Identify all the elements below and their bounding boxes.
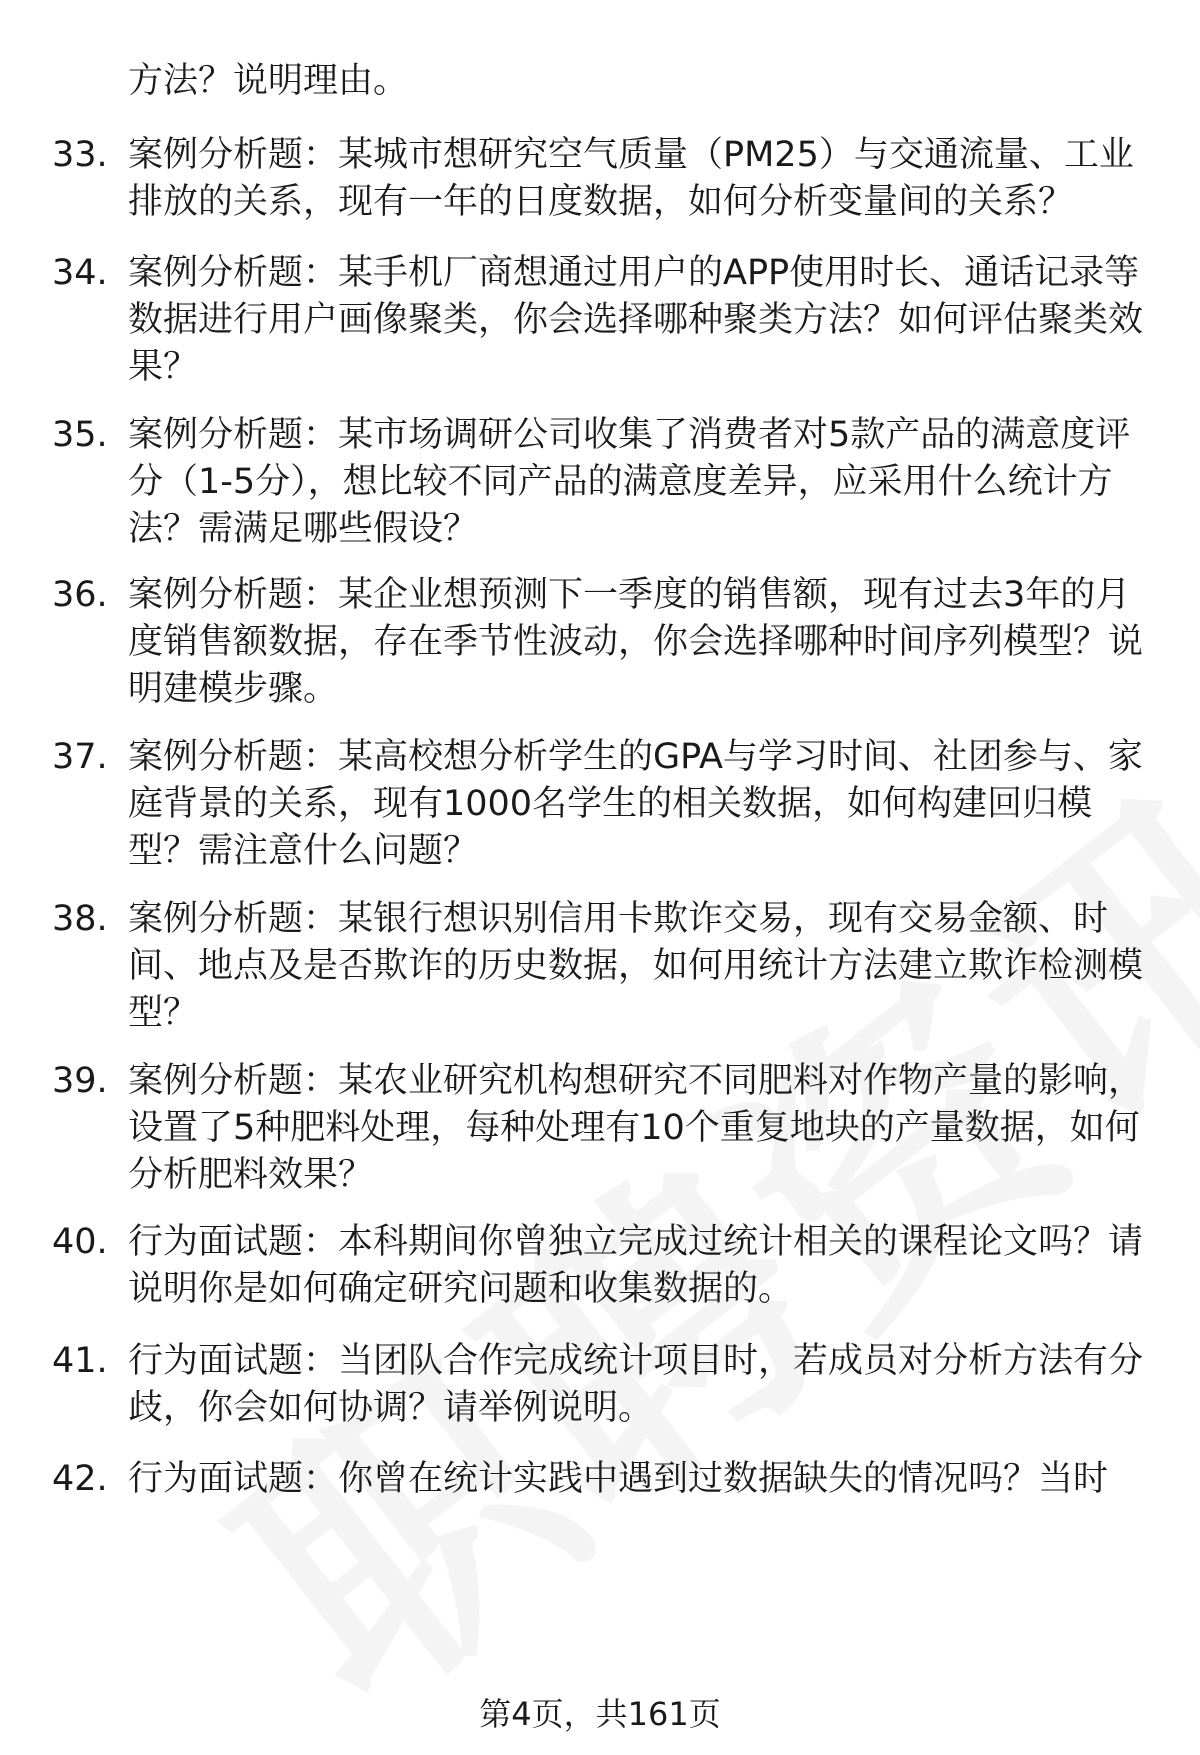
question-text: 案例分析题：某高校想分析学生的GPA与学习时间、社团参与、家庭背景的关系，现有1000名学生的相关数据，如何构建回归模型？需注意什么问题？: [128, 737, 1143, 871]
question-number: 39.: [52, 1061, 108, 1101]
question-text: 案例分析题：某市场调研公司收集了消费者对5款产品的满意度评分（1-5分），想比较不同产品的满意度差异，应采用什么统计方法？需满足哪些假设？: [128, 415, 1131, 549]
question-number: 34.: [52, 253, 108, 293]
question-text: 案例分析题：某银行想识别信用卡欺诈交易，现有交易金额、时间、地点及是否欺诈的历史数据，如何用统计方法建立欺诈检测模型？: [128, 899, 1144, 1033]
question-text: 案例分析题：某手机厂商想通过用户的APP使用时长、通话记录等数据进行用户画像聚类，你会选择哪种聚类方法？如何评估聚类效果？: [128, 253, 1144, 387]
question-number: 41.: [52, 1341, 108, 1381]
question-text: 行为面试题：你曾在统计实践中遇到过数据缺失的情况吗？当时: [128, 1459, 1109, 1499]
page-footer: 第4页，共161页: [479, 1695, 721, 1733]
question-number: 38.: [52, 899, 108, 939]
question-text: 案例分析题：某企业想预测下一季度的销售额，现有过去3年的月度销售额数据，存在季节性波动，你会选择哪种时间序列模型？说明建模步骤。: [128, 575, 1144, 709]
continued-text: 方法？说明理由。: [128, 61, 409, 101]
question-number: 40.: [52, 1222, 108, 1262]
question-number: 42.: [52, 1459, 108, 1499]
question-text: 行为面试题：本科期间你曾独立完成过统计相关的课程论文吗？请说明你是如何确定研究问题和收集数据的。: [128, 1222, 1144, 1309]
question-number: 36.: [52, 575, 108, 615]
question-number: 35.: [52, 415, 108, 455]
question-text: 案例分析题：某城市想研究空气质量（PM25）与交通流量、工业排放的关系，现有一年的日度数据，如何分析变量间的关系？: [128, 135, 1134, 222]
question-number: 37.: [52, 737, 108, 777]
question-text: 案例分析题：某农业研究机构想研究不同肥料对作物产量的影响，设置了5种肥料处理，每种处理有10个重复地块的产量数据，如何分析肥料效果？: [128, 1061, 1144, 1195]
question-number: 33.: [52, 135, 108, 175]
question-text: 行为面试题：当团队合作完成统计项目时，若成员对分析方法有分歧，你会如何协调？请举例说明。: [128, 1341, 1144, 1428]
